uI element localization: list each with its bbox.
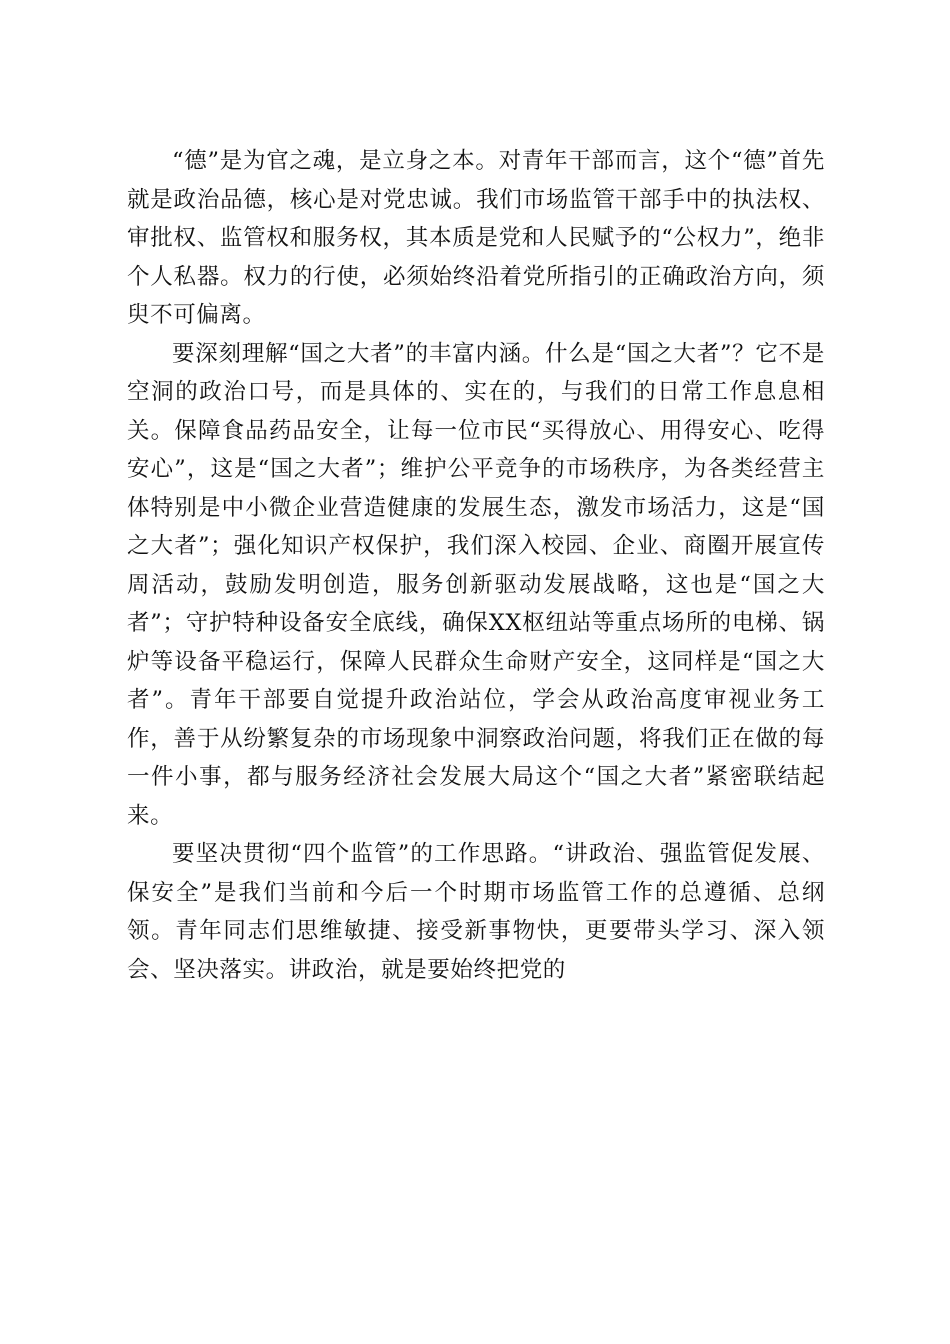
paragraph-de-political-integrity: “德”是为官之魂，是立身之本。对青年干部而言，这个“德”首先就是政治品德，核心是对党忠诚。我们市场监管干部手中的执法权、审批权、监管权和服务权，其本质是党和人民赋予的“公权力”，绝非个人私器。权力的行使，必须始终沿着党所指引的正确政治方向，须臾不可偏离。 [127, 148, 825, 328]
paragraph-guozhidazhe: 要深刻理解“国之大者”的丰富内涵。什么是“国之大者”？它不是空洞的政治口号，而是具体的、实在的，与我们的日常工作息息相关。保障食品药品安全，让每一位市民“买得放心、用得安心、吃得安心”，这是“国之大者”；维护公平竞争的市场秩序，为各类经营主体特别是中小微企业营造健康的发展生态，激发市场活力，这是“国之大者”；强化知识产权保护，我们深入校园、企业、商圈开展宣传周活动，鼓励发明创造，服务创新驱动发展战略，这也是“国之大者”；守护特种设备安全底线，确保XX枢纽站等重点场所的电梯、锅炉等设备平稳运行，保障人民群众生命财产安全，这同样是“国之大者”。青年干部要自觉提升政治站位，学会从政治高度审视业务工作，善于从纷繁复杂的市场现象中洞察政治问题，将我们正在做的每一件小事，都与服务经济社会发展大局这个“国之大者”紧密联结起来。 [127, 340, 825, 829]
paragraph-four-supervision: 要坚决贯彻“四个监管”的工作思路。“讲政治、强监管促发展、保安全”是我们当前和今后一个时期市场监管工作的总遵循、总纲领。青年同志们思维敏捷、接受新事物快，更要带头学习、深入领会、坚决落实。讲政治，就是要始终把党的 [127, 841, 825, 983]
document-page [127, 142, 825, 989]
